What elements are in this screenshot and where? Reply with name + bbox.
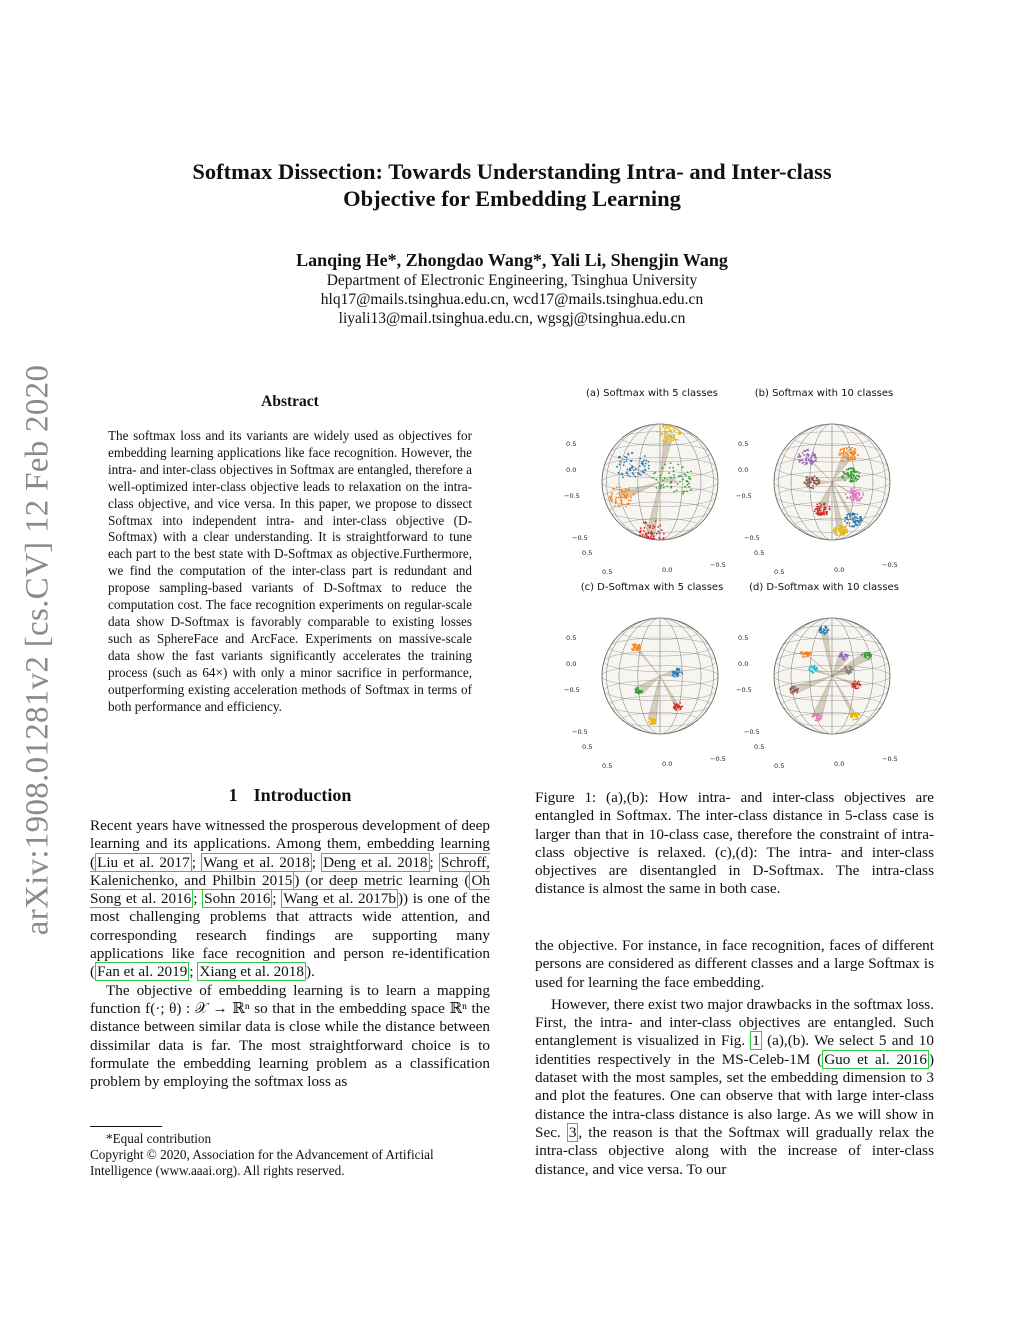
copyright-notice: Copyright © 2020, Association for the Advancement of Artificial Intelligence (www.aaai.org). All rights reserved. <box>90 1147 434 1178</box>
axis-tick-label: 0.5 <box>738 634 749 642</box>
figure-panel-d <box>734 582 914 774</box>
figure-panel-a <box>562 388 742 580</box>
right-paragraph-2: However, there exist two major drawbacks in the softmax loss. First, the intra- and inter-class objectives are entangled. Such entanglement is visualized in Fig. 1 (a),(b). We select 5 and 10 identities respectively in the MS-Celeb-1M ( Guo et al. 2016 ) dataset with the most samples, set the embedding dimension to 3 and plot the features. One can observe that with large inter-class distance the intra-class distance is also large. As we will show in Sec. 3 , the reason is that the Softmax will gradually relax the intra-class objective along with the increase of inter-class distance, and vice versa. To our <box>535 995 934 1178</box>
citation-link[interactable]: Liu et al. 2017 <box>97 853 190 871</box>
citation-link[interactable]: Schroff, Kalenichenko, and Philbin 2015 <box>90 853 490 889</box>
figure-1-caption: Figure 1: (a),(b): How intra- and inter-class objectives are entangled in Softmax. The inter-class distance in 5-class case is larger than that in 10-class case, therefore the constraint of intra-class objective is relaxed. (c),(d): The intra- and inter-class objectives are disentangled in D-Softmax. The intra-class distance is almost the same in both case. <box>535 789 934 898</box>
author-list: Lanqing He*, Zhongdao Wang*, Yali Li, Shengjin Wang <box>296 250 728 270</box>
axis-tick-label: −0.5 <box>736 492 752 500</box>
axis-tick-label: −0.5 <box>710 755 726 763</box>
panel-title: (b) Softmax with 10 classes <box>754 388 894 399</box>
paper-title: Softmax Dissection: Towards Understanding Intra- and Inter-class Objective for Embedding Learning <box>192 159 832 211</box>
intro-paragraph-1: Recent years have witnessed the prosperous development of deep learning and its applications. Among them, embedding learning ( Liu et al. 2017 ; Wang et al. 2018 ; Deng et al. 2018 ; Schroff, Kalenichenko, and Philbin 2015 ) (or deep metric learning ( Oh Song et al. 2016 ; Sohn 2016 ; Wang et al. 2017b )) is one of the most challenging problems that attracts wide attention, and corresponding research findings are supporting many applications like face recognition and person re-identification ( Fan et al. 2019 ; Xiang et al. 2018 ). <box>90 817 491 981</box>
abstract-heading: Abstract <box>261 393 319 410</box>
axis-tick-label: 0.5 <box>774 762 785 770</box>
axis-tick-label: 0.5 <box>738 440 749 448</box>
axis-tick-label: 0.0 <box>662 760 673 768</box>
panel-title: (c) D-Softmax with 5 classes <box>580 582 724 593</box>
axis-tick-label: −0.5 <box>736 686 752 694</box>
axis-tick-label: 0.0 <box>566 466 577 474</box>
panel-title: (a) Softmax with 5 classes <box>586 388 718 399</box>
sphere-plot <box>562 404 742 580</box>
axis-tick-label: 0.0 <box>566 660 577 668</box>
axis-tick-label: 0.0 <box>834 760 845 768</box>
figure-1 <box>562 388 922 780</box>
citation-link[interactable]: Wang et al. 2017b <box>283 890 396 908</box>
figure-ref-link[interactable]: 1 <box>752 1032 760 1050</box>
citation-link[interactable]: Sohn 2016 <box>204 890 271 908</box>
axis-tick-label: 0.5 <box>774 568 785 576</box>
email-line-1: hlq17@mails.tsinghua.edu.cn, wcd17@mails.tsinghua.edu.cn <box>320 291 704 308</box>
email-line-2: liyali13@mail.tsinghua.edu.cn, wgsgj@tsinghua.edu.cn <box>338 310 686 327</box>
axis-tick-label: 0.0 <box>738 466 749 474</box>
figure-panel-b <box>734 388 914 580</box>
citation-link[interactable]: Wang et al. 2018 <box>203 853 310 871</box>
axis-tick-label: −0.5 <box>572 534 588 542</box>
footnote-equal-contribution: *Equal contribution <box>106 1131 212 1146</box>
axis-tick-label: −0.5 <box>882 755 898 763</box>
axis-tick-label: 0.5 <box>582 549 593 557</box>
axis-tick-label: −0.5 <box>564 686 580 694</box>
panel-title: (d) D-Softmax with 10 classes <box>749 582 899 593</box>
axis-tick-label: 0.5 <box>582 743 593 751</box>
right-column-body <box>535 937 934 1179</box>
abstract-body: The softmax loss and its variants are widely used as objectives for embedding learning applications like face recognition. However, the intra- and inter-class objectives in Softmax are entangled, therefore a well-optimized inter-class objective leads to relaxation on the intra-class objective, and vice versa. In this paper, we propose to dissect Softmax into independent intra- and inter-class objective (D-Softmax) with a clear understanding. It is straightforward to tune each part to the best state with D-Softmax as objective.Furthermore, we find the computation of the inter-class part is redundant and propose sampling-based variants of D-Softmax to reduce the computation cost. The face recognition experiments on regular-scale data show D-Softmax is favorably comparable to existing losses such as SphereFace and ArcFace. Experiments on massive-scale data show the fast variants significantly accelerates the training process (such as 64×) with only a minor sacrifice in performance, outperforming existing acceleration methods of Softmax in terms of both performance and efficiency. <box>108 428 472 714</box>
axis-tick-label: 0.0 <box>834 566 845 574</box>
citation-link[interactable]: Oh Song et al. 2016 <box>90 871 491 908</box>
axis-tick-label: −0.5 <box>744 728 760 736</box>
footnote-rule <box>90 1126 162 1127</box>
citation-link[interactable]: Xiang et al. 2018 <box>199 963 304 981</box>
axis-tick-label: 0.5 <box>602 568 613 576</box>
citation-link[interactable]: Deng et al. 2018 <box>323 853 428 871</box>
sphere-plot <box>734 598 914 774</box>
axis-tick-label: −0.5 <box>572 728 588 736</box>
axis-tick-label: −0.5 <box>744 534 760 542</box>
citation-link[interactable]: Guo et al. 2016 <box>824 1050 927 1068</box>
arxiv-sidebar-id: arXiv:1908.01281v2 [cs.CV] 12 Feb 2020 <box>19 364 56 936</box>
sphere-plot <box>562 598 742 774</box>
axis-tick-label: 0.5 <box>754 743 765 751</box>
intro-paragraph-2: The objective of embedding learning is to learn a mapping function f(·; θ) : 𝒳 → ℝⁿ so that in the embedding space ℝⁿ the distance between similar data is close while the distance between dissimilar data is far. The most straightforward choice is to formulate the embedding learning problem as a classification problem by employing the softmax loss as <box>90 981 490 1091</box>
axis-tick-label: −0.5 <box>564 492 580 500</box>
axis-tick-label: 0.5 <box>602 762 613 770</box>
intro-body <box>90 817 490 1091</box>
section-ref-link[interactable]: 3 <box>568 1123 577 1141</box>
section-heading-introduction: 1 Introduction <box>228 785 352 805</box>
axis-tick-label: 0.5 <box>566 634 577 642</box>
figure-panel-c <box>562 582 742 774</box>
sphere-plot <box>734 404 914 580</box>
axis-tick-label: −0.5 <box>882 561 898 569</box>
affiliation: Department of Electronic Engineering, Tsinghua University <box>326 272 698 289</box>
axis-tick-label: 0.0 <box>662 566 673 574</box>
axis-tick-label: 0.0 <box>738 660 749 668</box>
citation-link[interactable]: Fan et al. 2019 <box>97 963 188 981</box>
axis-tick-label: −0.5 <box>710 561 726 569</box>
axis-tick-label: 0.5 <box>566 440 577 448</box>
right-paragraph-1: the objective. For instance, in face recognition, faces of different persons are considered as different classes and a large Softmax is used for learning the face embedding. <box>535 937 934 991</box>
axis-tick-label: 0.5 <box>754 549 765 557</box>
footnote <box>90 1131 490 1179</box>
